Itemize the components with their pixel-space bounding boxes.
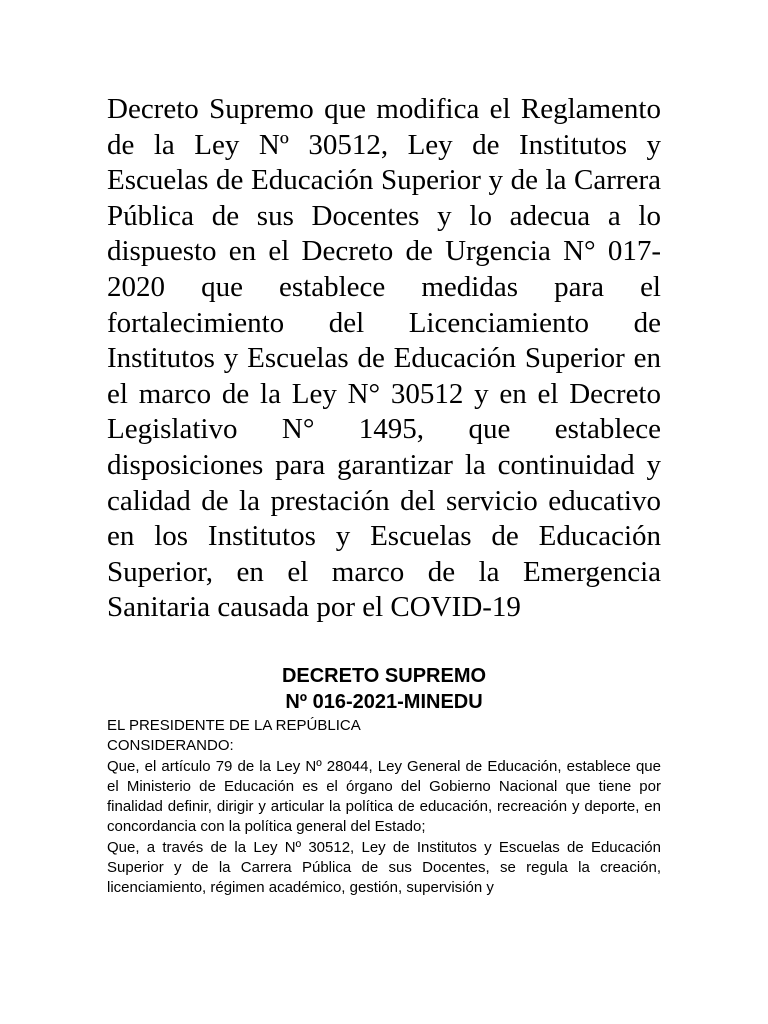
paragraph-2: Que, a través de la Ley Nº 30512, Ley de Institutos y Escuelas de Educación Superior y de la Carrera Pública de sus Docentes, se regula la creación, licenciamiento, régimen académico, gestión, supervisión y xyxy=(107,838,661,897)
document-body xyxy=(107,716,661,899)
paragraph-1: Que, el artículo 79 de la Ley Nº 28044, Ley General de Educación, establece que el Ministerio de Educación es el órgano del Gobierno Nacional que tiene por finalidad definir, dirigir y articular la política de educación, recreación y deporte, en concordancia con la política general del Estado; xyxy=(107,757,661,836)
decree-heading xyxy=(107,663,661,715)
decree-number: Nº 016-2021-MINEDU xyxy=(285,691,483,713)
authority-line: EL PRESIDENTE DE LA REPÚBLICA xyxy=(107,717,361,734)
considerando-label: CONSIDERANDO: xyxy=(107,737,234,755)
document-title: Decreto Supremo que modifica el Reglamento de la Ley Nº 30512, Ley de Institutos y Escuelas de Educación Superior y de la Carrera Pública de sus Docentes y lo adecua a lo dispuesto en el Decreto de Urgencia N° 017-2020 que establece medidas para el fortalecimiento del Licenciamiento de Institutos y Escuelas de Educación Superior en el marco de la Ley N° 30512 y en el Decreto Legislativo N° 1495, que establece disposiciones para garantizar la continuidad y calidad de la prestación del servicio educativo en los Institutos y Escuelas de Educación Superior, en el marco de la Emergencia Sanitaria causada por el COVID-19 xyxy=(107,93,661,624)
decree-heading-line1: DECRETO SUPREMO xyxy=(281,665,487,687)
